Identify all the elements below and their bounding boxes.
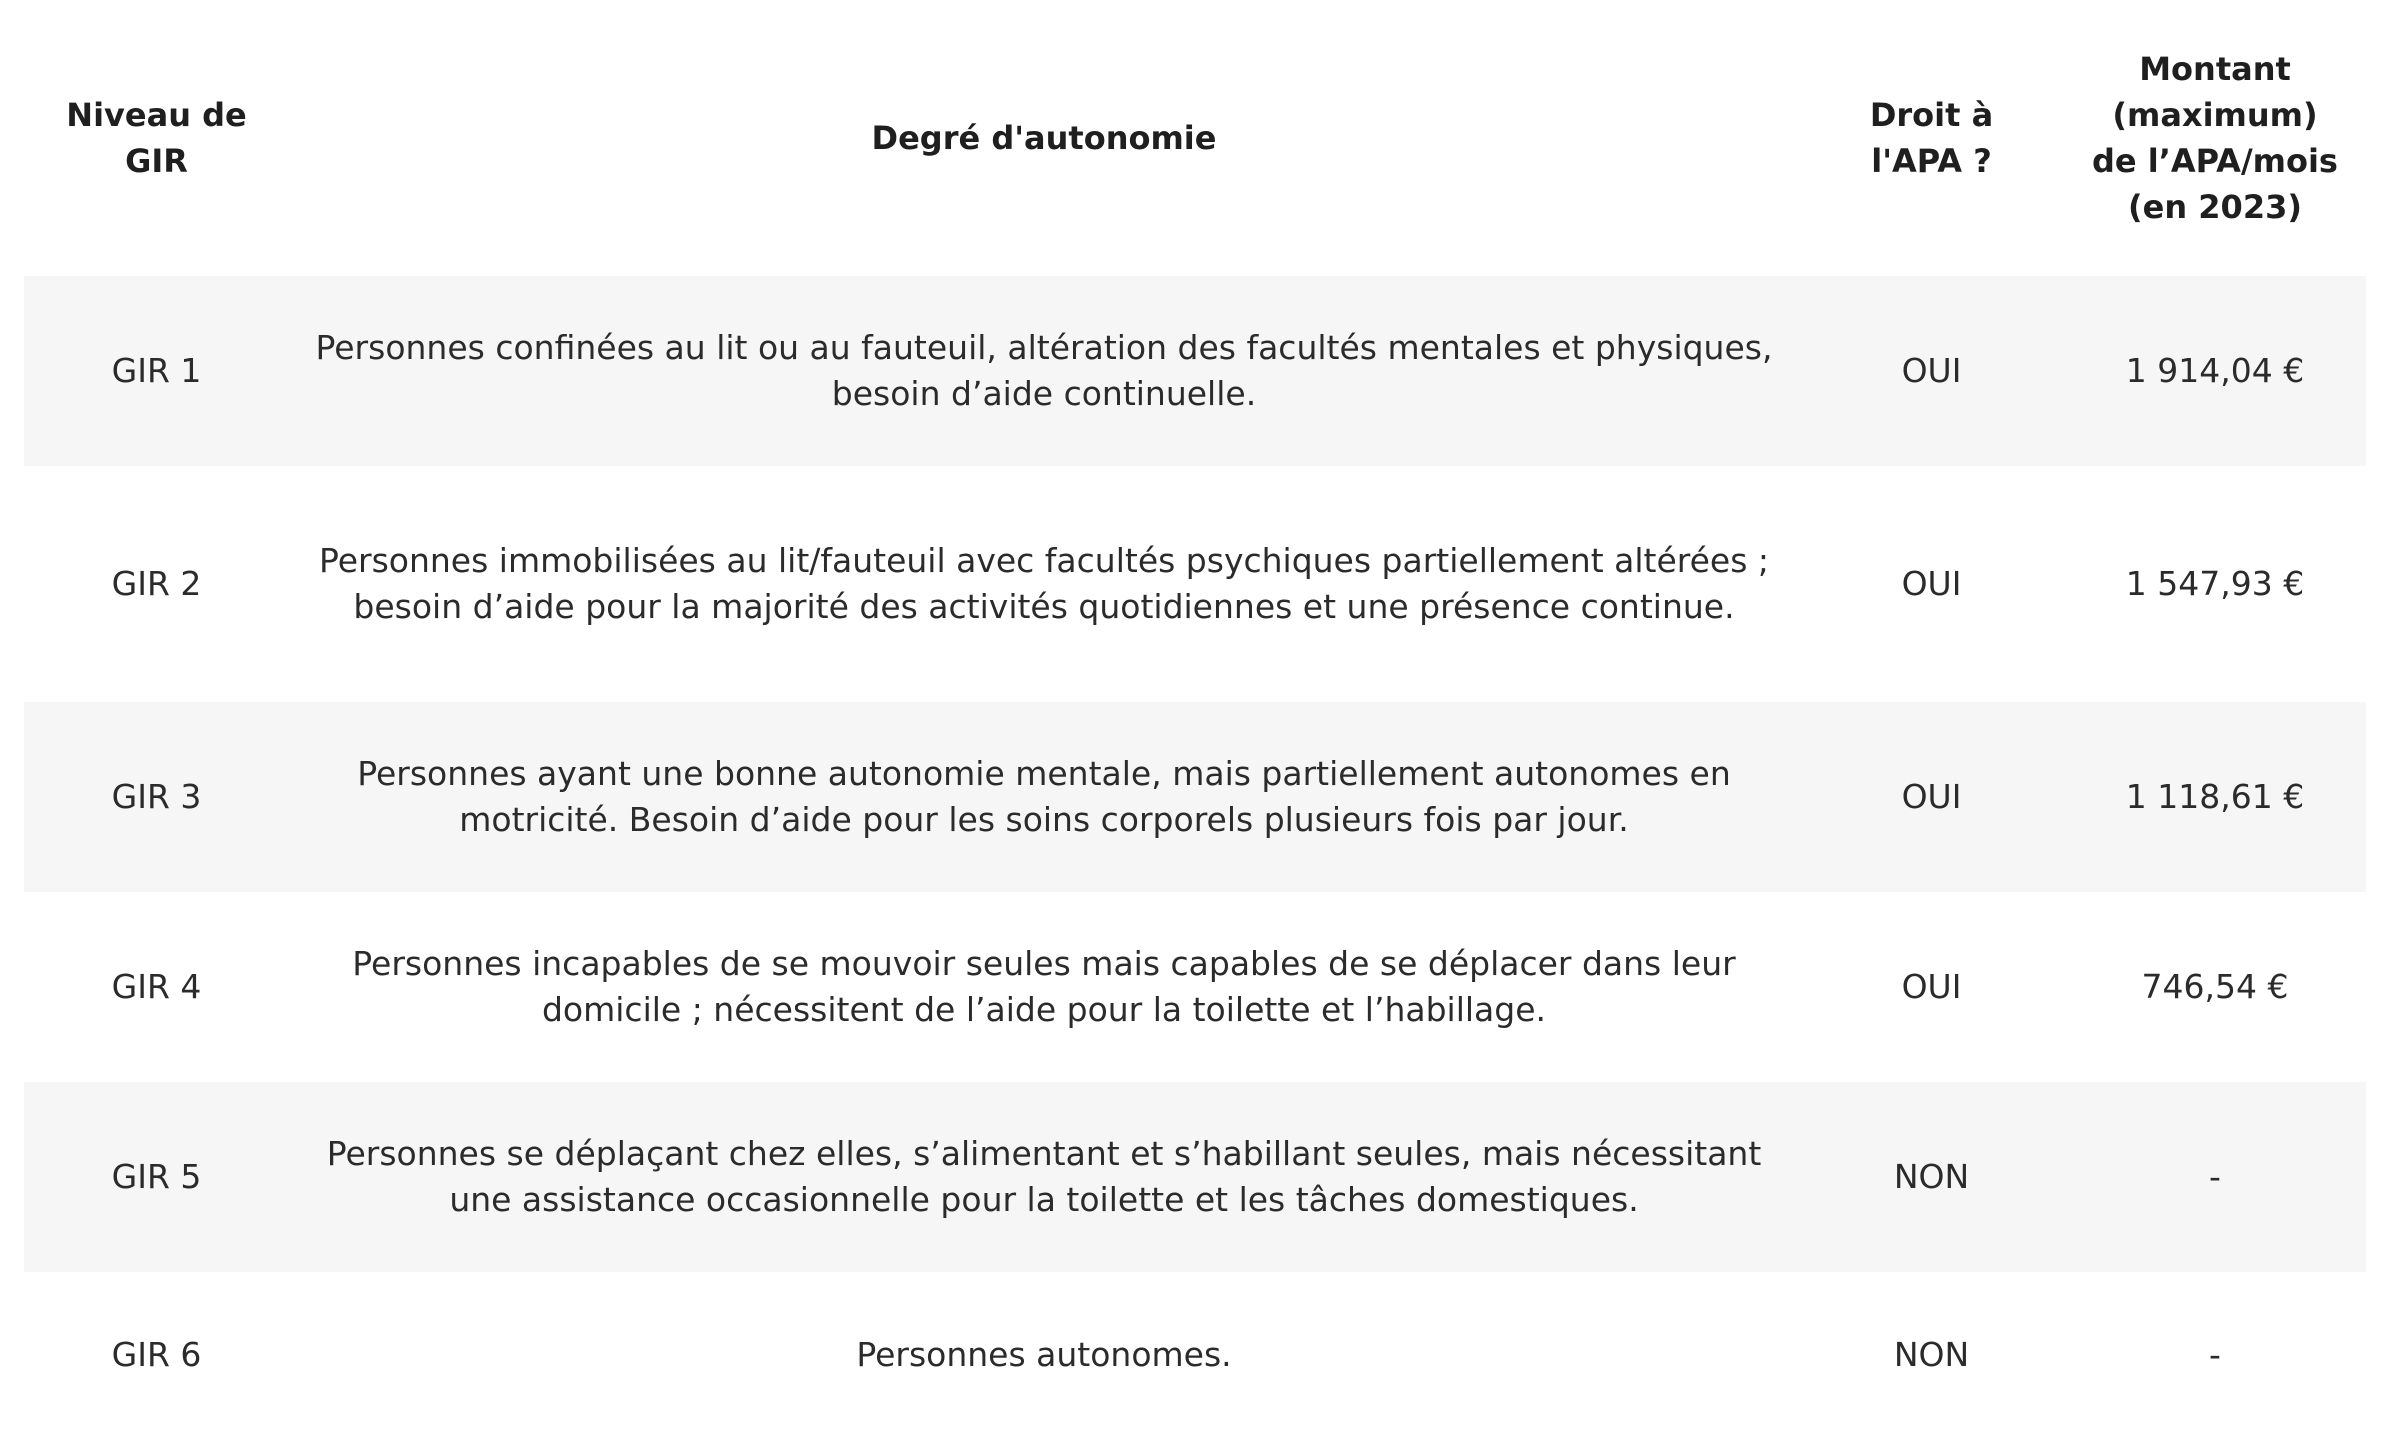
gir-cell: GIR 6	[111, 1335, 202, 1374]
apa-cell: OUI	[1901, 777, 1962, 816]
description-cell: Personnes ayant une bonne autonomie mentale, mais partiellement autonomes en motricité. Besoin d’aide pour les soins corporels plusieurs fois par jour.	[357, 754, 1731, 839]
apa-cell: OUI	[1901, 564, 1962, 603]
apa-cell: NON	[1893, 1335, 1970, 1374]
amount-cell: 1 118,61 €	[2125, 777, 2305, 816]
gir-cell: GIR 3	[111, 777, 202, 816]
header-apa-right: Droit à l'APA ?	[1869, 96, 1994, 180]
gir-cell: GIR 1	[111, 351, 202, 390]
apa-cell: NON	[1893, 1157, 1970, 1196]
header-autonomy: Degré d'autonomie	[871, 119, 1217, 157]
description-cell: Personnes autonomes.	[856, 1335, 1232, 1374]
amount-cell: 1 914,04 €	[2125, 351, 2305, 390]
header-amount: Montant (maximum) de l’APA/mois (en 2023)	[2092, 50, 2338, 226]
table-row	[24, 1272, 2366, 1438]
header-gir-level: Niveau de GIR	[66, 96, 247, 180]
description-cell: Personnes confinées au lit ou au fauteuil, altération des facultés mentales et physiques, besoin d’aide continuelle.	[315, 328, 1773, 413]
gir-cell: GIR 4	[111, 967, 202, 1006]
apa-cell: OUI	[1901, 967, 1962, 1006]
gir-table	[24, 0, 2366, 1438]
gir-cell: GIR 2	[111, 564, 202, 603]
apa-cell: OUI	[1901, 351, 1962, 390]
amount-cell: 1 547,93 €	[2125, 564, 2305, 603]
description-cell: Personnes incapables de se mouvoir seules mais capables de se déplacer dans leur domicile ; nécessitent de l’aide pour la toilette et l’habillage.	[352, 944, 1736, 1029]
table-row	[24, 1082, 2366, 1272]
table-row	[24, 276, 2366, 466]
table-row	[24, 466, 2366, 702]
description-cell: Personnes se déplaçant chez elles, s’alimentant et s’habillant seules, mais nécessitant une assistance occasionnelle pour la toilette et les tâches domestiques.	[326, 1134, 1762, 1219]
table-header-row	[24, 0, 2366, 276]
description-cell: Personnes immobilisées au lit/fauteuil avec facultés psychiques partiellement altérées ; besoin d’aide pour la majorité des activités quotidiennes et une présence continue.	[318, 541, 1770, 626]
amount-cell: -	[2209, 1335, 2221, 1374]
table-row	[24, 702, 2366, 892]
gir-cell: GIR 5	[111, 1157, 202, 1196]
amount-cell: -	[2209, 1157, 2221, 1196]
amount-cell: 746,54 €	[2141, 967, 2289, 1006]
table-row	[24, 892, 2366, 1082]
